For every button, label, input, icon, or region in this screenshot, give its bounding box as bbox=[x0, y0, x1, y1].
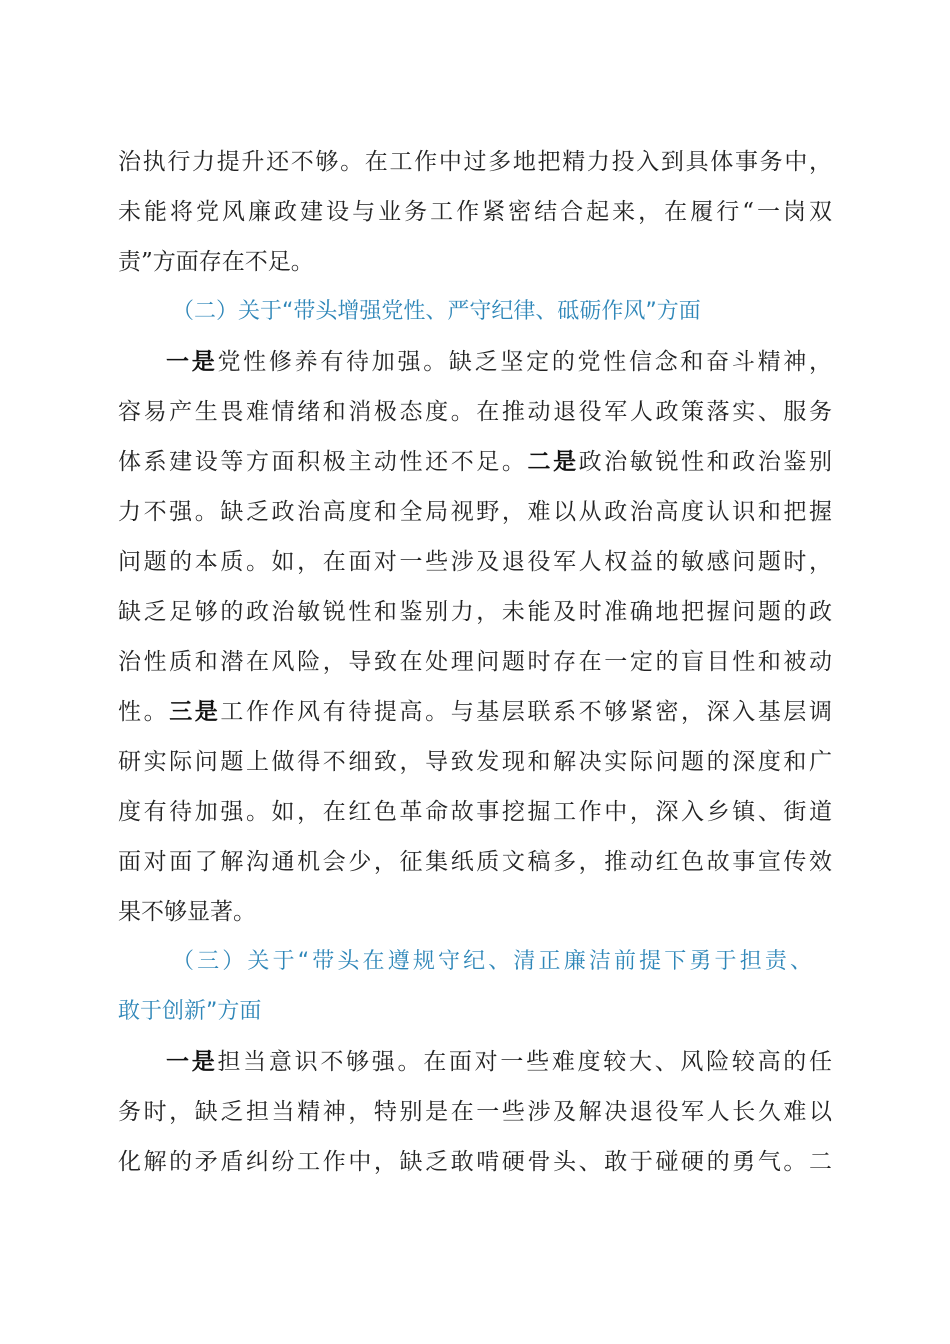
text-span: 容易产生畏难情绪和消极态度。在推动退役军人政策落实、服务 bbox=[118, 399, 832, 425]
text-span: 研实际问题上做得不细致，导致发现和解决实际问题的深度和广 bbox=[118, 749, 832, 775]
paragraph-line bbox=[118, 887, 832, 937]
section-heading-continued bbox=[118, 987, 832, 1037]
paragraph-line bbox=[166, 337, 832, 387]
text-span: 治执行力提升还不够。在工作中过多地把精力投入到具体事务中， bbox=[118, 149, 832, 175]
heading-text: （三）关于“带头在遵规守纪、清正廉洁前提下勇于担责、 bbox=[172, 949, 812, 974]
paragraph-line bbox=[118, 637, 832, 687]
text-span: 度有待加强。如，在红色革命故事挖掘工作中，深入乡镇、街道 bbox=[118, 799, 832, 825]
paragraph-line bbox=[118, 187, 832, 237]
paragraph-line bbox=[118, 687, 832, 737]
text-span: 力不强。缺乏政治高度和全局视野，难以从政治高度认识和把握 bbox=[118, 499, 832, 525]
paragraph-line bbox=[118, 537, 832, 587]
text-span: 缺乏足够的政治敏锐性和鉴别力，未能及时准确地把握问题的政 bbox=[118, 599, 832, 625]
paragraph-line bbox=[118, 737, 832, 787]
paragraph-line bbox=[118, 437, 832, 487]
text-span: 化解的矛盾纠纷工作中，缺乏敢啃硬骨头、敢于碰硬的勇气。二 bbox=[118, 1149, 832, 1175]
heading-text: （二）关于“带头增强党性、严守纪律、砥砺作风”方面 bbox=[172, 299, 701, 324]
text-span: 担当意识不够强。在面对一些难度较大、风险较高的任 bbox=[217, 1049, 832, 1075]
text-span: 治性质和潜在风险，导致在处理问题时存在一定的盲目性和被动 bbox=[118, 649, 832, 675]
paragraph-line bbox=[118, 787, 832, 837]
heading-text: 敢于创新”方面 bbox=[118, 999, 262, 1024]
text-span: 果不够显著。 bbox=[118, 899, 256, 925]
text-span: 党性修养有待加强。缺乏坚定的党性信念和奋斗精神， bbox=[217, 349, 832, 375]
bold-lead: 三是 bbox=[169, 698, 221, 725]
text-span: 问题的本质。如，在面对一些涉及退役军人权益的敏感问题时， bbox=[118, 549, 832, 575]
text-span: 体系建设等方面积极主动性还不足。 bbox=[118, 449, 528, 475]
text-span: 工作作风有待提高。与基层联系不够紧密，深入基层调 bbox=[220, 699, 832, 725]
text-span: 政治敏锐性和政治鉴别 bbox=[578, 449, 832, 475]
text-span: 未能将党风廉政建设与业务工作紧密结合起来，在履行“一岗双 bbox=[118, 199, 832, 225]
paragraph-line bbox=[118, 387, 832, 437]
paragraph-line bbox=[118, 587, 832, 637]
section-heading bbox=[172, 287, 812, 337]
text-span: 性。 bbox=[118, 699, 170, 725]
text-span: 务时，缺乏担当精神，特别是在一些涉及解决退役军人长久难以 bbox=[118, 1099, 832, 1125]
text-span: 责”方面存在不足。 bbox=[118, 249, 314, 275]
paragraph-line bbox=[118, 137, 832, 187]
bold-lead: 一是 bbox=[166, 1048, 218, 1075]
paragraph-line bbox=[166, 1037, 832, 1087]
paragraph-line bbox=[118, 487, 832, 537]
paragraph-line bbox=[118, 1137, 832, 1187]
bold-lead: 二是 bbox=[527, 448, 579, 475]
bold-lead: 一是 bbox=[166, 348, 218, 375]
paragraph-line bbox=[118, 1087, 832, 1137]
text-span: 面对面了解沟通机会少，征集纸质文稿多，推动红色故事宣传效 bbox=[118, 849, 832, 875]
paragraph-line bbox=[118, 237, 832, 287]
paragraph-line bbox=[118, 837, 832, 887]
section-heading bbox=[172, 937, 812, 987]
